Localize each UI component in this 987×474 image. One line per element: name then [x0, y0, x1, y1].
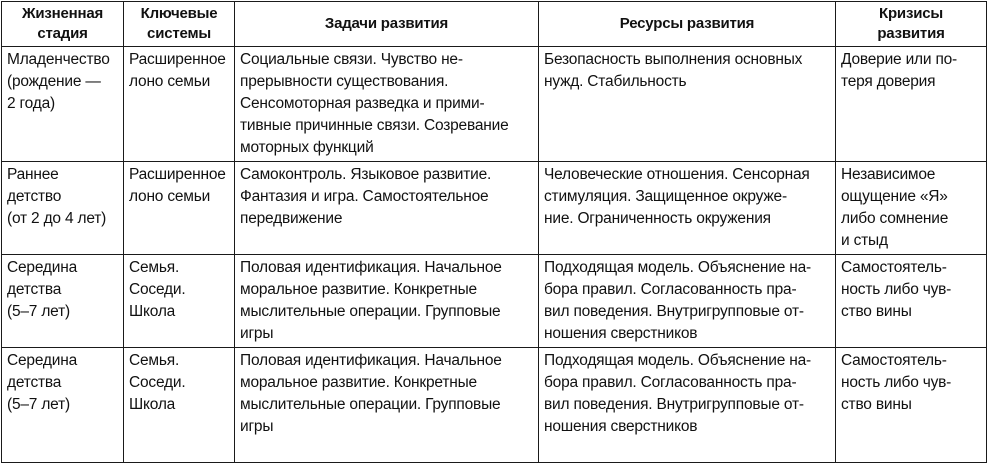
cell-crises: Самостоятель- ность либо чув- ство вины: [836, 348, 987, 463]
table-header-row: [2, 2, 987, 47]
cell-systems: Расширенное лоно семьи: [124, 162, 235, 255]
table-row: [2, 255, 987, 348]
development-stages-table: [1, 1, 987, 463]
table-row: [2, 348, 987, 463]
cell-crises: Доверие или по- теря доверия: [836, 47, 987, 162]
cell-systems: Семья. Соседи. Школа: [124, 348, 235, 463]
cell-resources: Безопасность выполнения основных нужд. Стабильность: [539, 47, 836, 162]
table-row: [2, 47, 987, 162]
cell-stage: Раннее детство (от 2 до 4 лет): [2, 162, 124, 255]
cell-systems: Расширенное лоно семьи: [124, 47, 235, 162]
cell-tasks: Самоконтроль. Языковое развитие. Фантазия и игра. Самостоятельное передвижение: [235, 162, 539, 255]
cell-tasks: Социальные связи. Чувство не- прерывности существования. Сенсомоторная разведка и прими- тивные причинные связи. Созревание моторных функций: [235, 47, 539, 162]
cell-resources: Подходящая модель. Объяснение на- бора правил. Согласованность пра- вил поведения. Внутригрупповые от- ношения сверстников: [539, 255, 836, 348]
cell-tasks: Половая идентификация. Начальное моральное развитие. Конкретные мыслительные операции. Групповые игры: [235, 348, 539, 463]
header-development-crises: Кризисы развития: [836, 2, 987, 47]
cell-systems: Семья. Соседи. Школа: [124, 255, 235, 348]
header-life-stage: Жизненная стадия: [2, 2, 124, 47]
header-development-resources: Ресурсы развития: [539, 2, 836, 47]
cell-stage: Младенчество (рождение — 2 года): [2, 47, 124, 162]
document-page: [0, 1, 987, 474]
cell-resources: Подходящая модель. Объяснение на- бора правил. Согласованность пра- вил поведения. Внутригрупповые от- ношения сверстников: [539, 348, 836, 463]
cell-stage: Середина детства (5–7 лет): [2, 348, 124, 463]
cell-crises: Независимое ощущение «Я» либо сомнение и стыд: [836, 162, 987, 255]
header-key-systems: Ключевые системы: [124, 2, 235, 47]
cell-crises: Самостоятель- ность либо чув- ство вины: [836, 255, 987, 348]
header-development-tasks: Задачи развития: [235, 2, 539, 47]
cell-stage: Середина детства (5–7 лет): [2, 255, 124, 348]
cell-resources: Человеческие отношения. Сенсорная стимуляция. Защищенное окруже- ние. Ограниченность окружения: [539, 162, 836, 255]
cell-tasks: Половая идентификация. Начальное моральное развитие. Конкретные мыслительные операции. Групповые игры: [235, 255, 539, 348]
table-row: [2, 162, 987, 255]
